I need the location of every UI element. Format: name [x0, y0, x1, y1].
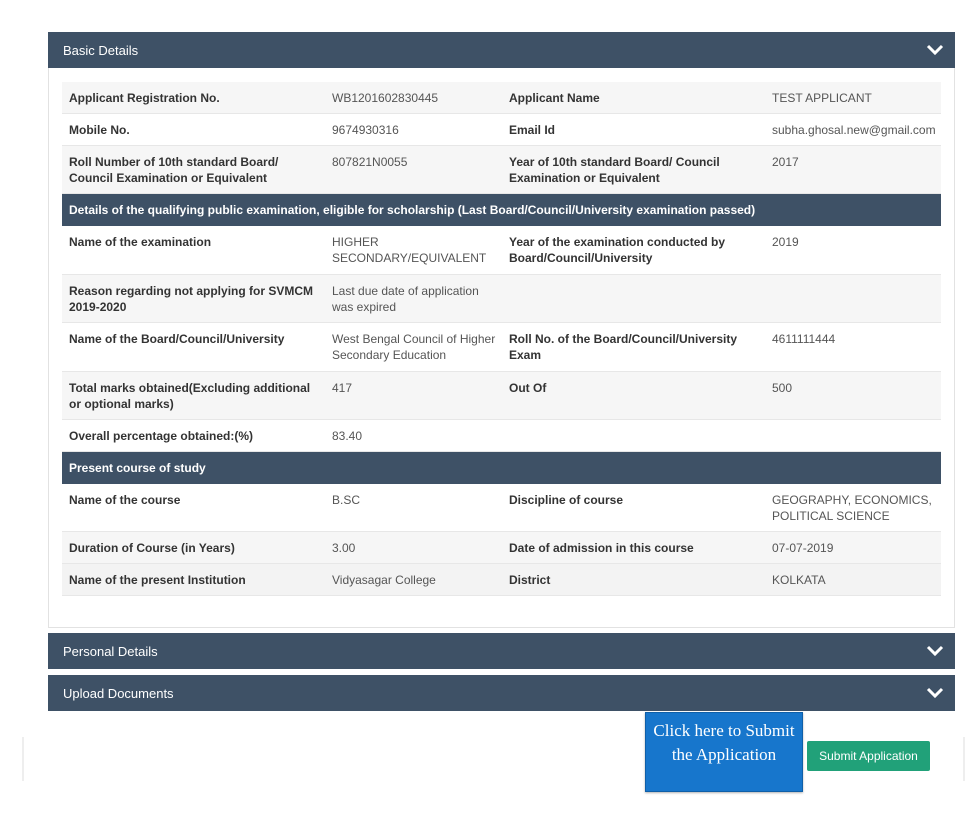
- value-applicant-name: TEST APPLICANT: [772, 91, 872, 105]
- value-out-of: 500: [772, 381, 793, 395]
- value-discipline: GEOGRAPHY, ECONOMICS, POLITICAL SCIENCE: [772, 493, 932, 523]
- value-registration-no: WB1201602830445: [332, 91, 439, 105]
- label-registration-no: Applicant Registration No.: [69, 91, 220, 105]
- label-institution: Name of the present Institution: [69, 573, 246, 587]
- value-empty: [765, 275, 941, 322]
- value-reason: Last due date of application was expired: [332, 284, 479, 314]
- label-out-of: Out Of: [509, 381, 547, 395]
- table-row: [62, 114, 941, 146]
- table-row: [62, 564, 941, 596]
- upload-documents-title: Upload Documents: [63, 685, 174, 701]
- basic-details-header[interactable]: [48, 32, 955, 68]
- table-row: [62, 275, 941, 323]
- chevron-down-icon[interactable]: [915, 675, 955, 711]
- value-admission-date: 07-07-2019: [772, 541, 834, 555]
- chevron-down-icon[interactable]: [915, 633, 955, 669]
- value-total-marks: 417: [332, 381, 353, 395]
- submit-application-button[interactable]: Submit Application: [807, 741, 930, 771]
- label-mobile: Mobile No.: [69, 123, 130, 137]
- upload-documents-header[interactable]: [48, 675, 955, 711]
- value-duration: 3.00: [332, 541, 356, 555]
- label-total-marks: Total marks obtained(Excluding additional or optional marks): [69, 381, 311, 411]
- label-exam-name: Name of the examination: [69, 235, 212, 249]
- label-email: Email Id: [509, 123, 556, 137]
- personal-details-title: Personal Details: [63, 643, 158, 659]
- value-exam-name: HIGHER SECONDARY/EQUIVALENT: [332, 235, 487, 265]
- label-course-name: Name of the course: [69, 493, 181, 507]
- label-10th-year: Year of 10th standard Board/ Council Examination or Equivalent: [509, 155, 720, 185]
- value-mobile: 9674930316: [332, 123, 399, 137]
- table-row: [62, 484, 941, 532]
- value-exam-year: 2019: [772, 235, 799, 249]
- table-row: [62, 226, 941, 275]
- value-percentage: 83.40: [332, 429, 363, 443]
- value-10th-roll: 807821N0055: [332, 155, 408, 169]
- details-table: [62, 82, 941, 596]
- label-board-roll: Roll No. of the Board/Council/University Exam: [509, 332, 738, 362]
- value-course-name: B.SC: [332, 493, 361, 507]
- label-reason: Reason regarding not applying for SVMCM 2019-2020: [69, 284, 314, 314]
- label-empty: [502, 275, 765, 322]
- label-applicant-name: Applicant Name: [509, 91, 600, 105]
- label-empty: [502, 420, 765, 451]
- label-board: Name of the Board/Council/University: [69, 332, 285, 346]
- chevron-down-icon[interactable]: [915, 32, 955, 68]
- value-institution: Vidyasagar College: [332, 573, 436, 587]
- section-present-course: Present course of study: [62, 452, 941, 484]
- label-admission-date: Date of admission in this course: [509, 541, 694, 555]
- basic-details-title: Basic Details: [63, 42, 139, 58]
- label-duration: Duration of Course (in Years): [69, 541, 235, 555]
- label-exam-year: Year of the examination conducted by Board/Council/University: [509, 235, 726, 265]
- label-discipline: Discipline of course: [509, 493, 624, 507]
- table-row: [62, 532, 941, 564]
- table-row: [62, 323, 941, 372]
- value-board-roll: 4611111444: [772, 332, 836, 346]
- label-10th-roll: Roll Number of 10th standard Board/ Council Examination or Equivalent: [69, 155, 279, 185]
- value-10th-year: 2017: [772, 155, 799, 169]
- table-row: [62, 420, 941, 452]
- table-row: [62, 82, 941, 114]
- value-board: West Bengal Council of Higher Secondary Education: [332, 332, 496, 362]
- table-row: [62, 372, 941, 420]
- table-row: [62, 146, 941, 194]
- value-empty: [765, 420, 941, 451]
- label-percentage: Overall percentage obtained:(%): [69, 429, 254, 443]
- submit-hint-callout: Click here to Submit the Application: [645, 712, 803, 792]
- value-email: subha.ghosal.new@gmail.com: [772, 123, 936, 137]
- section-qualifying-exam: Details of the qualifying public examination, eligible for scholarship (Last Board/Council/University examination passed): [62, 194, 941, 226]
- personal-details-header[interactable]: [48, 633, 955, 669]
- value-district: KOLKATA: [772, 573, 826, 587]
- label-district: District: [509, 573, 551, 587]
